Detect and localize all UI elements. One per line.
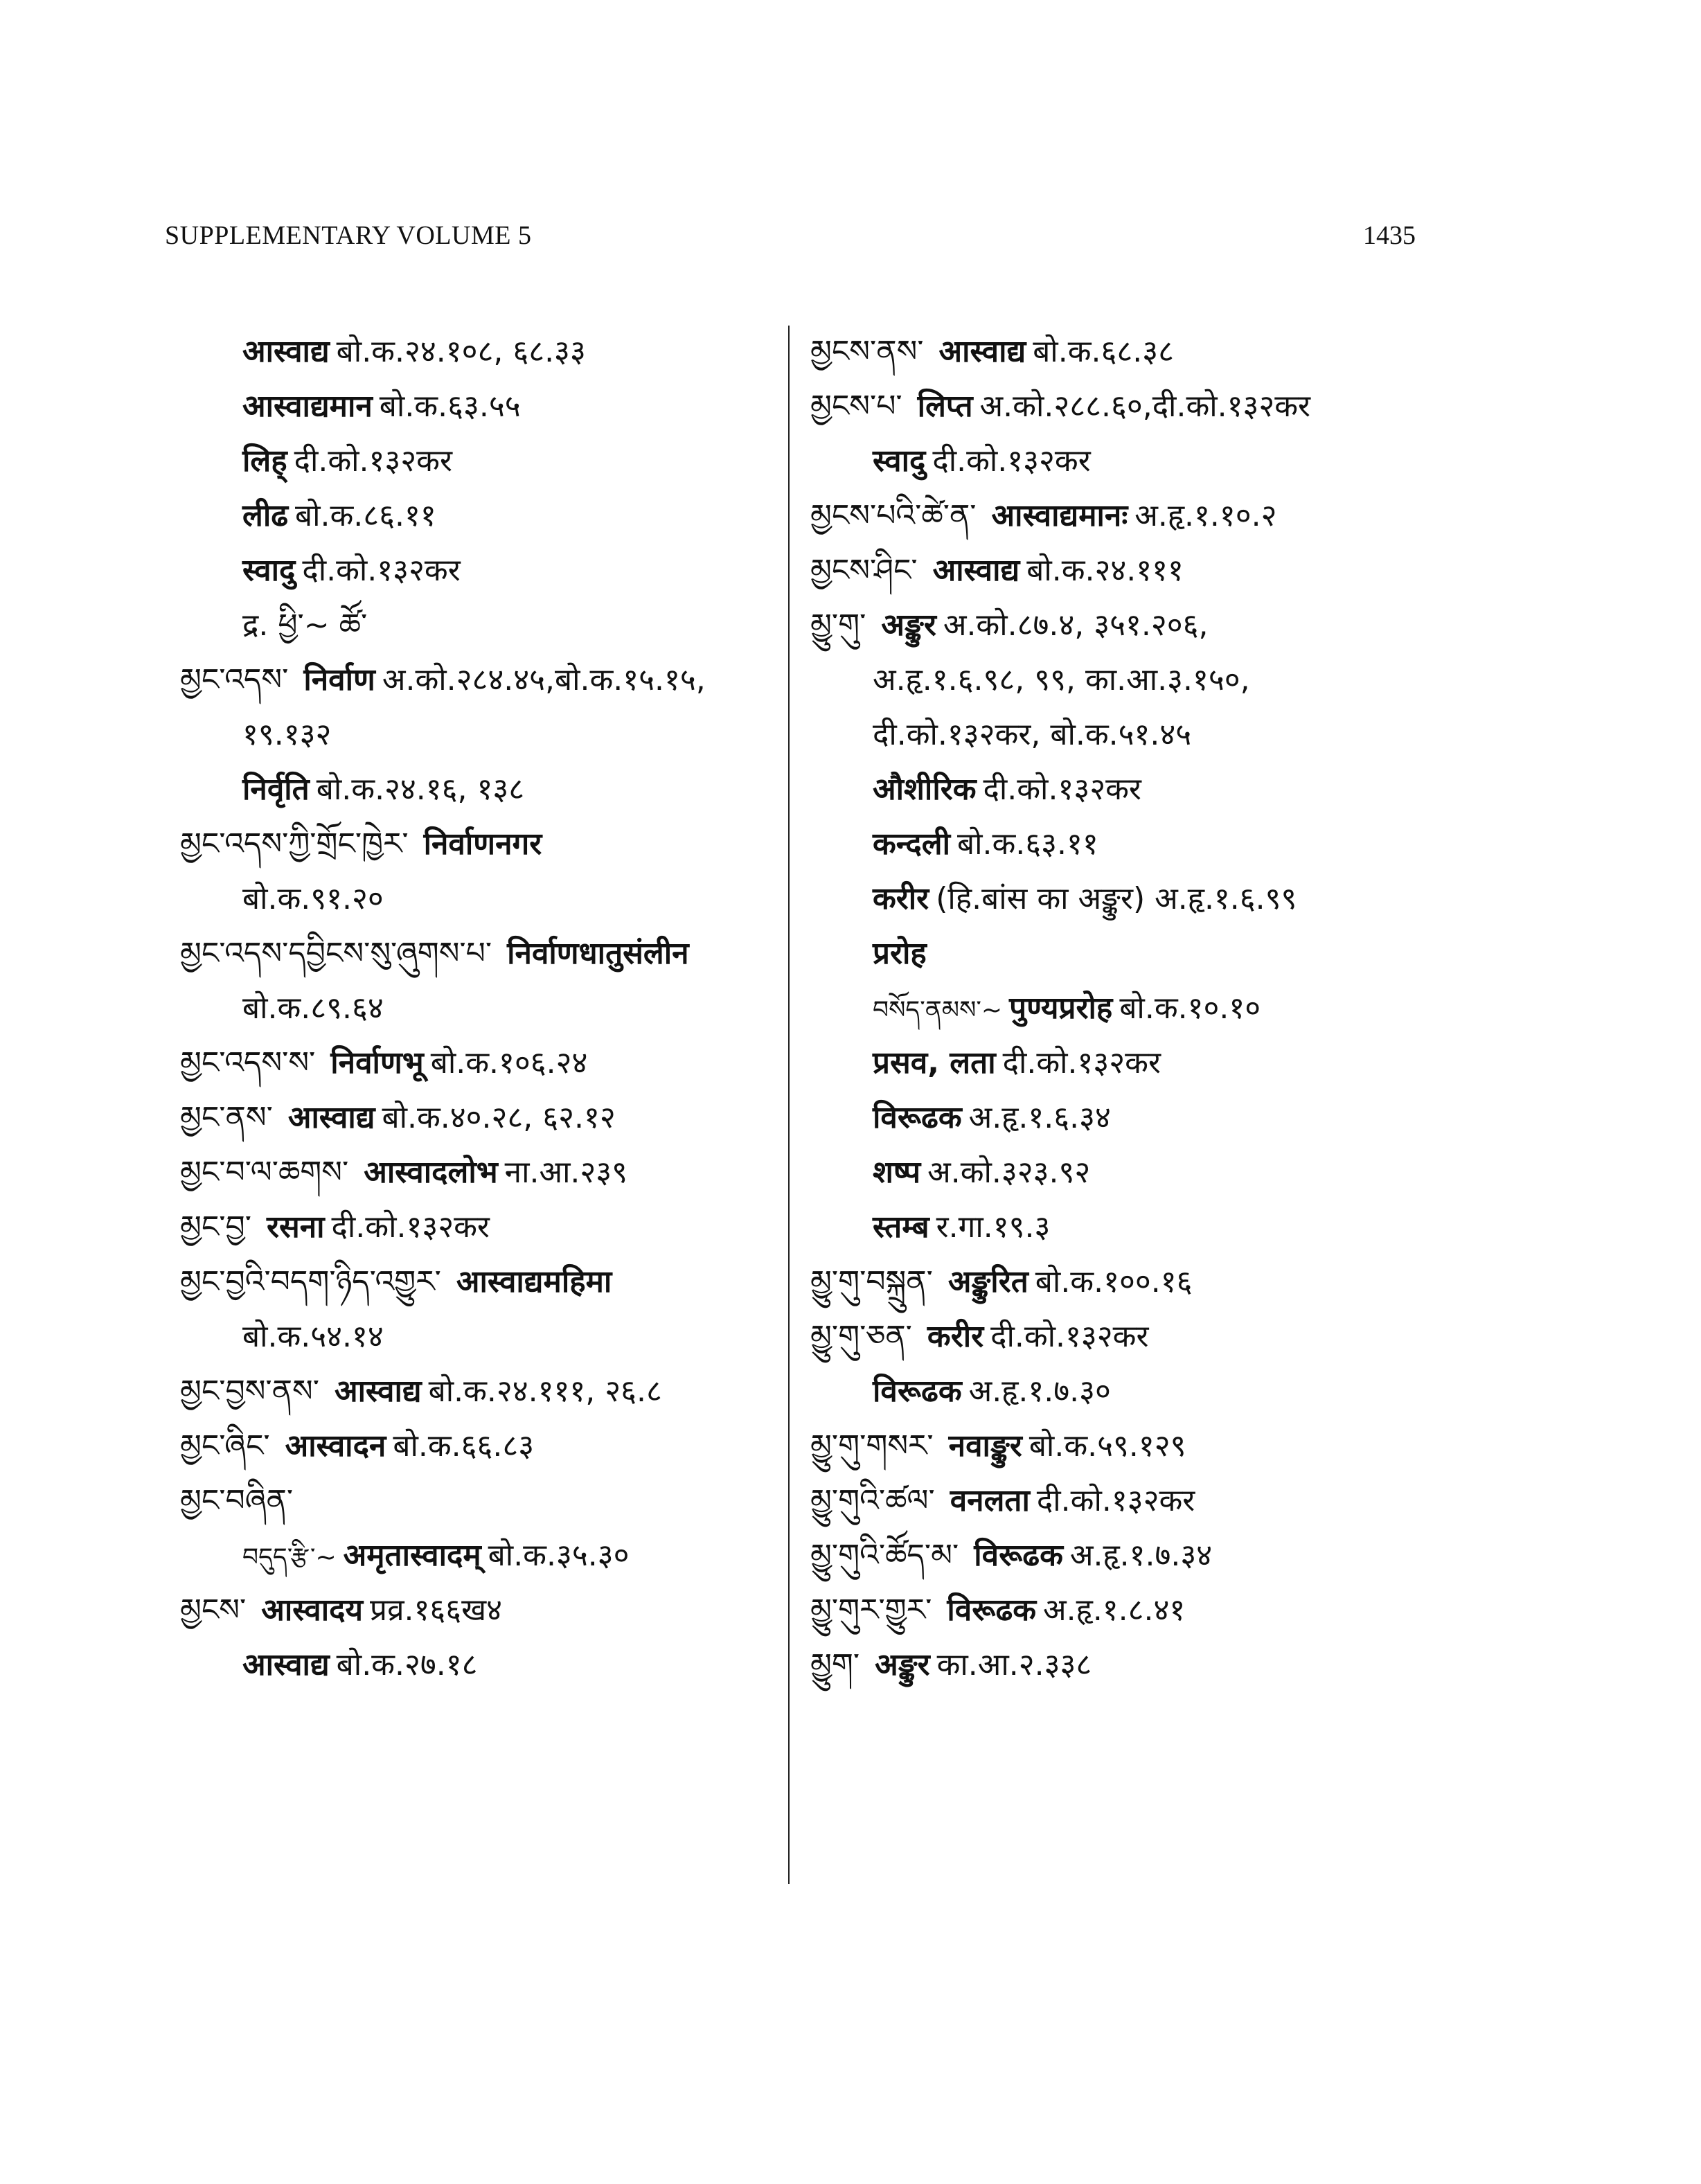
source-reference: बो.क.५४.१४ [242, 1319, 384, 1354]
entry-line [810, 598, 1420, 652]
source-reference: बो.क.३५.३० [488, 1538, 630, 1573]
tibetan-phrase: བདུད་རྩི་~ [242, 1543, 337, 1572]
entry-line [180, 543, 790, 598]
sanskrit-equivalent: आस्वादय [261, 1592, 364, 1628]
entry-line [180, 488, 790, 543]
entry-line [180, 652, 790, 707]
sanskrit-equivalent: करीर [927, 1319, 984, 1354]
tibetan-headword: མྱངས་པ་ [810, 389, 902, 424]
sanskrit-equivalent: लिह् [242, 443, 287, 479]
sanskrit-equivalent: लिप्त [917, 389, 973, 424]
tibetan-headword: མྱངས་ཤིང་ [810, 553, 918, 588]
tibetan-headword: མྱང་བཞིན་ [180, 1483, 294, 1518]
source-reference: दी.को.१३२कर [294, 443, 452, 479]
sanskrit-equivalent: आस्वाद्य [242, 334, 330, 369]
sanskrit-equivalent: आस्वादन [285, 1428, 386, 1464]
source-reference: दी.को.१३२कर [1002, 1045, 1161, 1081]
page-number: 1435 [1363, 221, 1416, 250]
entry-line [810, 1036, 1420, 1090]
sanskrit-equivalent: आस्वाद्यमहिमा [456, 1264, 612, 1299]
entry-line [810, 379, 1420, 434]
source-reference: र.गा.१९.३ [936, 1209, 1051, 1245]
entry-line [180, 981, 790, 1036]
tibetan-headword: མྱུ་གུ་གསར་ [810, 1428, 934, 1464]
tibetan-headword: མྱང་ནས་ [180, 1100, 273, 1135]
sanskrit-equivalent: लीढ [242, 498, 288, 533]
source-reference: अ.हृ.१.१०.२ [1134, 498, 1277, 533]
sanskrit-equivalent: आस्वादलोभ [364, 1155, 498, 1190]
entry-line [180, 762, 790, 817]
source-reference: दी.को.१३२कर [932, 443, 1091, 479]
tibetan-headword: མྱང་ཞིང་ [180, 1428, 270, 1464]
sanskrit-equivalent: कन्दली [873, 826, 950, 862]
source-reference: बो.क.२७.१८ [336, 1647, 478, 1683]
source-reference: दी.को.१३२कर [331, 1209, 490, 1245]
entry-line [180, 926, 790, 981]
sanskrit-equivalent: स्तम्ब [873, 1209, 929, 1245]
sanskrit-equivalent: आस्वाद्य [932, 553, 1020, 588]
sanskrit-equivalent: विरूढक [873, 1374, 962, 1409]
sanskrit-equivalent: वनलता [950, 1483, 1030, 1518]
entry-line [810, 543, 1420, 598]
left-column [180, 324, 790, 1692]
entry-line [810, 1145, 1420, 1200]
entry-line [180, 1419, 790, 1473]
tibetan-headword: མྱང་འདས་ [180, 662, 289, 698]
source-reference: (हि.बांस का अङ्कुर) अ.हृ.१.६.९९ [936, 881, 1297, 916]
source-reference: बो.क.६६.८३ [393, 1428, 535, 1464]
sanskrit-equivalent: आस्वाद्य [242, 1647, 330, 1683]
entry-line [180, 1364, 790, 1419]
source-reference: बो.क.१०.१० [1119, 991, 1261, 1026]
sanskrit-equivalent: निर्वाणभू [330, 1045, 424, 1081]
entry-line [810, 1200, 1420, 1254]
entry-line [180, 1200, 790, 1254]
source-reference: बो.क.२४.१६, १३८ [316, 772, 525, 807]
entry-line [810, 762, 1420, 817]
entry-line [180, 1254, 790, 1309]
source-reference: अ.हृ.१.७.३० [968, 1374, 1111, 1409]
entry-line [810, 707, 1420, 762]
tibetan-headword: མྱང་འདས་ཀྱི་གྲོང་ཁྱེར་ [180, 826, 409, 862]
source-reference: दी.को.१३२कर [990, 1319, 1149, 1354]
tibetan-headword: མྱང་འདས་ས་ [180, 1045, 316, 1081]
source-reference: ना.आ.२३९ [504, 1155, 628, 1190]
sanskrit-equivalent: विरूढक [873, 1100, 962, 1135]
entry-line [180, 817, 790, 871]
entry-line [180, 1583, 790, 1637]
tibetan-headword: མྱུ་གུ་བསྐྲུན་ [810, 1264, 933, 1299]
source-reference: दी.को.१३२कर [983, 772, 1141, 807]
entry-line [810, 817, 1420, 871]
sanskrit-equivalent: अमृतास्वादम् [343, 1538, 481, 1573]
source-reference: द्र. ཕྱི་~ ཚོ་ [242, 607, 368, 643]
source-reference: अ.को.२८४.४५,बो.क.१५.१५, [382, 662, 706, 698]
sanskrit-equivalent: अङ्कुर [875, 1647, 930, 1683]
source-reference: बो.क.२४.१११ [1026, 553, 1184, 588]
sanskrit-equivalent: आस्वाद्यमानः [991, 498, 1128, 533]
source-reference: अ.हृ.१.७.३४ [1069, 1538, 1213, 1573]
tibetan-headword: མྱུ་གུ་ཅན་ [810, 1319, 912, 1354]
sanskrit-equivalent: आस्वाद्य [938, 334, 1026, 369]
tibetan-headword: མྱུ་གུར་གྱུར་ [810, 1592, 932, 1628]
sanskrit-equivalent: विरूढक [947, 1592, 1037, 1628]
source-reference: बो.क.८९.६४ [242, 991, 384, 1026]
entry-line [180, 1309, 790, 1364]
tibetan-headword: མྱང་འདས་དབྱིངས་སུ་ཞུགས་པ་ [180, 936, 492, 971]
entry-line [180, 707, 790, 762]
source-reference: अ.हृ.१.८.४१ [1043, 1592, 1186, 1628]
sanskrit-equivalent: नवाङ्कुर [948, 1428, 1022, 1464]
sanskrit-equivalent: निर्वाण [303, 662, 375, 698]
source-reference: बो.क.२४.१११, २६.८ [428, 1374, 662, 1409]
sanskrit-equivalent: औशीरिक [873, 772, 977, 807]
sanskrit-equivalent: रसना [266, 1209, 325, 1245]
source-reference: अ.हृ.१.६.३४ [968, 1100, 1111, 1135]
source-reference: प्रव्र.१६६ख४ [370, 1592, 503, 1628]
source-reference: बो.क.८६.११ [295, 498, 436, 533]
entry-line [810, 926, 1420, 981]
sanskrit-equivalent: आस्वाद्यमान [242, 389, 373, 424]
entry-line [810, 1473, 1420, 1528]
source-reference: अ.हृ.१.६.९८, ९९, का.आ.३.१५०, [873, 662, 1250, 698]
right-column [810, 324, 1420, 1692]
sanskrit-equivalent: विरूढक [974, 1538, 1063, 1573]
source-reference: दी.को.१३२कर [1036, 1483, 1195, 1518]
source-reference: का.आ.२.३३८ [936, 1647, 1092, 1683]
source-reference: अ.को.८७.४, ३५१.२०६, [943, 607, 1209, 643]
tibetan-headword: མྱང་བྱ་ [180, 1209, 251, 1245]
tibetan-headword: མྱང་བྱས་ནས་ [180, 1374, 319, 1409]
entry-line [810, 1637, 1420, 1692]
source-reference: अ.को.२८८.६०,दी.को.१३२कर [979, 389, 1311, 424]
entry-line [810, 1419, 1420, 1473]
entry-line [180, 324, 790, 379]
entry-line [810, 1090, 1420, 1145]
entry-line [180, 598, 790, 652]
entry-line [810, 871, 1420, 926]
sanskrit-equivalent: स्वादु [873, 443, 926, 479]
sanskrit-equivalent: शष्प [873, 1155, 921, 1190]
sanskrit-equivalent: आस्वाद्य [334, 1374, 422, 1409]
entry-line [810, 324, 1420, 379]
entry-line [810, 1309, 1420, 1364]
tibetan-headword: མྱངས་ [180, 1592, 247, 1628]
sanskrit-equivalent: अङ्कुरित [947, 1264, 1028, 1299]
tibetan-phrase: བསོད་ནམས་~ [873, 996, 1003, 1024]
tibetan-headword: མྱངས་ནས་ [810, 334, 924, 369]
source-reference: बो.क.६३.११ [956, 826, 1098, 862]
sanskrit-equivalent: निर्वृति [242, 772, 310, 807]
source-reference: बो.क.५९.१२९ [1028, 1428, 1186, 1464]
entry-line [180, 434, 790, 488]
source-reference: बो.क.९१.२० [242, 881, 384, 916]
entry-line [180, 1090, 790, 1145]
source-reference: अ.को.३२३.९२ [927, 1155, 1091, 1190]
sanskrit-equivalent: पुण्यप्ररोह [1009, 991, 1113, 1026]
entry-line [810, 488, 1420, 543]
sanskrit-equivalent: आस्वाद्य [287, 1100, 375, 1135]
source-reference: बो.क.४०.२८, ६२.१२ [382, 1100, 616, 1135]
source-reference: बो.क.१००.१६ [1035, 1264, 1193, 1299]
entry-line [810, 652, 1420, 707]
entry-line [810, 1528, 1420, 1583]
source-reference: दी.को.१३२कर [302, 553, 461, 588]
entry-line [180, 1637, 790, 1692]
sanskrit-equivalent: प्ररोह [873, 936, 927, 971]
entry-line [180, 1528, 790, 1583]
tibetan-headword: མྱུག་ [810, 1647, 860, 1683]
sanskrit-equivalent: अङ्कुर [881, 607, 936, 643]
tibetan-headword: མྱངས་པའི་ཚེ་ན་ [810, 498, 977, 533]
entry-line [180, 379, 790, 434]
source-reference: बो.क.२४.१०८, ६८.३३ [336, 334, 586, 369]
sanskrit-equivalent: प्रसव, लता [873, 1045, 996, 1081]
source-reference: बो.क.१०६.२४ [430, 1045, 588, 1081]
entry-line [810, 434, 1420, 488]
tibetan-headword: མྱང་བ་ལ་ཆགས་ [180, 1155, 349, 1190]
sanskrit-equivalent: निर्वाणनगर [423, 826, 542, 862]
tibetan-headword: མྱུ་གུ་ [810, 607, 866, 643]
source-reference: दी.को.१३२कर, बो.क.५१.४५ [873, 717, 1192, 752]
entry-line [810, 1364, 1420, 1419]
source-reference: बो.क.६३.५५ [379, 389, 521, 424]
entry-line [180, 1036, 790, 1090]
tibetan-headword: མྱུ་གུའི་ཚལ་ [810, 1483, 935, 1518]
column-divider [788, 326, 790, 1884]
entry-line [810, 1583, 1420, 1637]
entry-line [180, 1473, 790, 1528]
tibetan-headword: མྱུ་གུའི་ཚོད་མ་ [810, 1538, 959, 1573]
sanskrit-equivalent: निर्वाणधातुसंलीन [507, 936, 689, 971]
running-head: SUPPLEMENTARY VOLUME 5 [165, 221, 532, 250]
entry-line [180, 871, 790, 926]
sanskrit-equivalent: करीर [873, 881, 929, 916]
tibetan-headword: མྱང་བྱའི་བདག་ཉིད་འགྱུར་ [180, 1264, 441, 1299]
entry-line [810, 981, 1420, 1036]
entry-line [810, 1254, 1420, 1309]
source-reference: बो.क.६८.३८ [1033, 334, 1174, 369]
entry-line [180, 1145, 790, 1200]
sanskrit-equivalent: स्वादु [242, 553, 296, 588]
source-reference: १९.१३२ [242, 717, 332, 752]
